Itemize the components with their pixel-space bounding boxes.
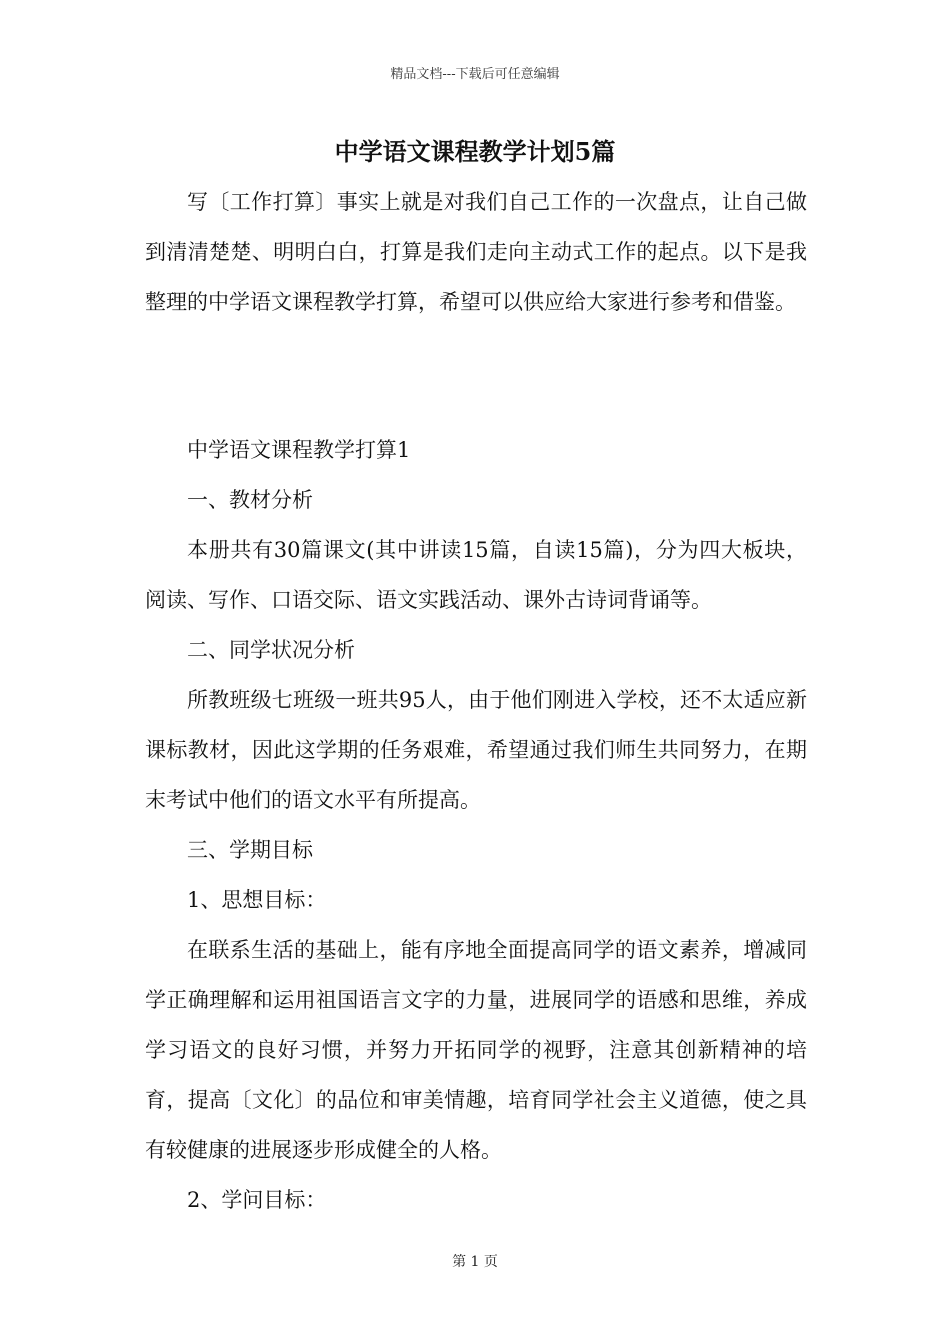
page-footer: [0, 1252, 950, 1272]
intro-paragraph: 写〔工作打算〕事实上就是对我们自己工作的一次盘点，让自己做到清清楚楚、明明白白，打算是我们走向主动式工作的起点。以下是我整理的中学语文课程教学打算，希望可以供应给大家进行参考和借鉴。: [145, 190, 807, 314]
section-heading-student-analysis: 二、同学状况分析: [187, 638, 355, 662]
section-heading-semester-goals: 三、学期目标: [187, 838, 313, 862]
body-block: [145, 425, 807, 1225]
subheading-ideological-goals: 1、思想目标：: [187, 888, 327, 912]
document-title: 中学语文课程教学计划5篇: [334, 137, 616, 166]
section-heading-plan-1: 中学语文课程教学打算1: [187, 438, 411, 462]
header-note: 精品文档---下载后可任意编辑: [390, 67, 560, 82]
paragraph-ideological-goals: 在联系生活的基础上，能有序地全面提高同学的语文素养，增减同学正确理解和运用祖国语言文字的力量，进展同学的语感和思维，养成学习语文的良好习惯，并努力开拓同学的视野，注意其创新精神的培育，提高〔文化〕的品位和审美情趣，培育同学社会主义道德，使之具有较健康的进展逐步形成健全的人格。: [145, 938, 807, 1162]
paragraph-student-analysis: 所教班级七班级一班共95人，由于他们刚进入学校，还不太适应新课标教材，因此这学期的任务艰难，希望通过我们师生共同努力，在期末考试中他们的语文水平有所提高。: [145, 688, 807, 812]
footer-page-number: 1: [470, 1254, 480, 1270]
intro-block: [145, 177, 807, 327]
footer-prefix: 第: [452, 1254, 467, 1270]
subheading-knowledge-goals: 2、学问目标：: [187, 1188, 327, 1212]
footer-suffix: 页: [483, 1254, 498, 1270]
section-heading-textbook-analysis: 一、教材分析: [187, 488, 313, 512]
paragraph-textbook-analysis: 本册共有30篇课文(其中讲读15篇，自读15篇)，分为四大板块，阅读、写作、口语交际、语文实践活动、课外古诗词背诵等。: [145, 538, 807, 612]
